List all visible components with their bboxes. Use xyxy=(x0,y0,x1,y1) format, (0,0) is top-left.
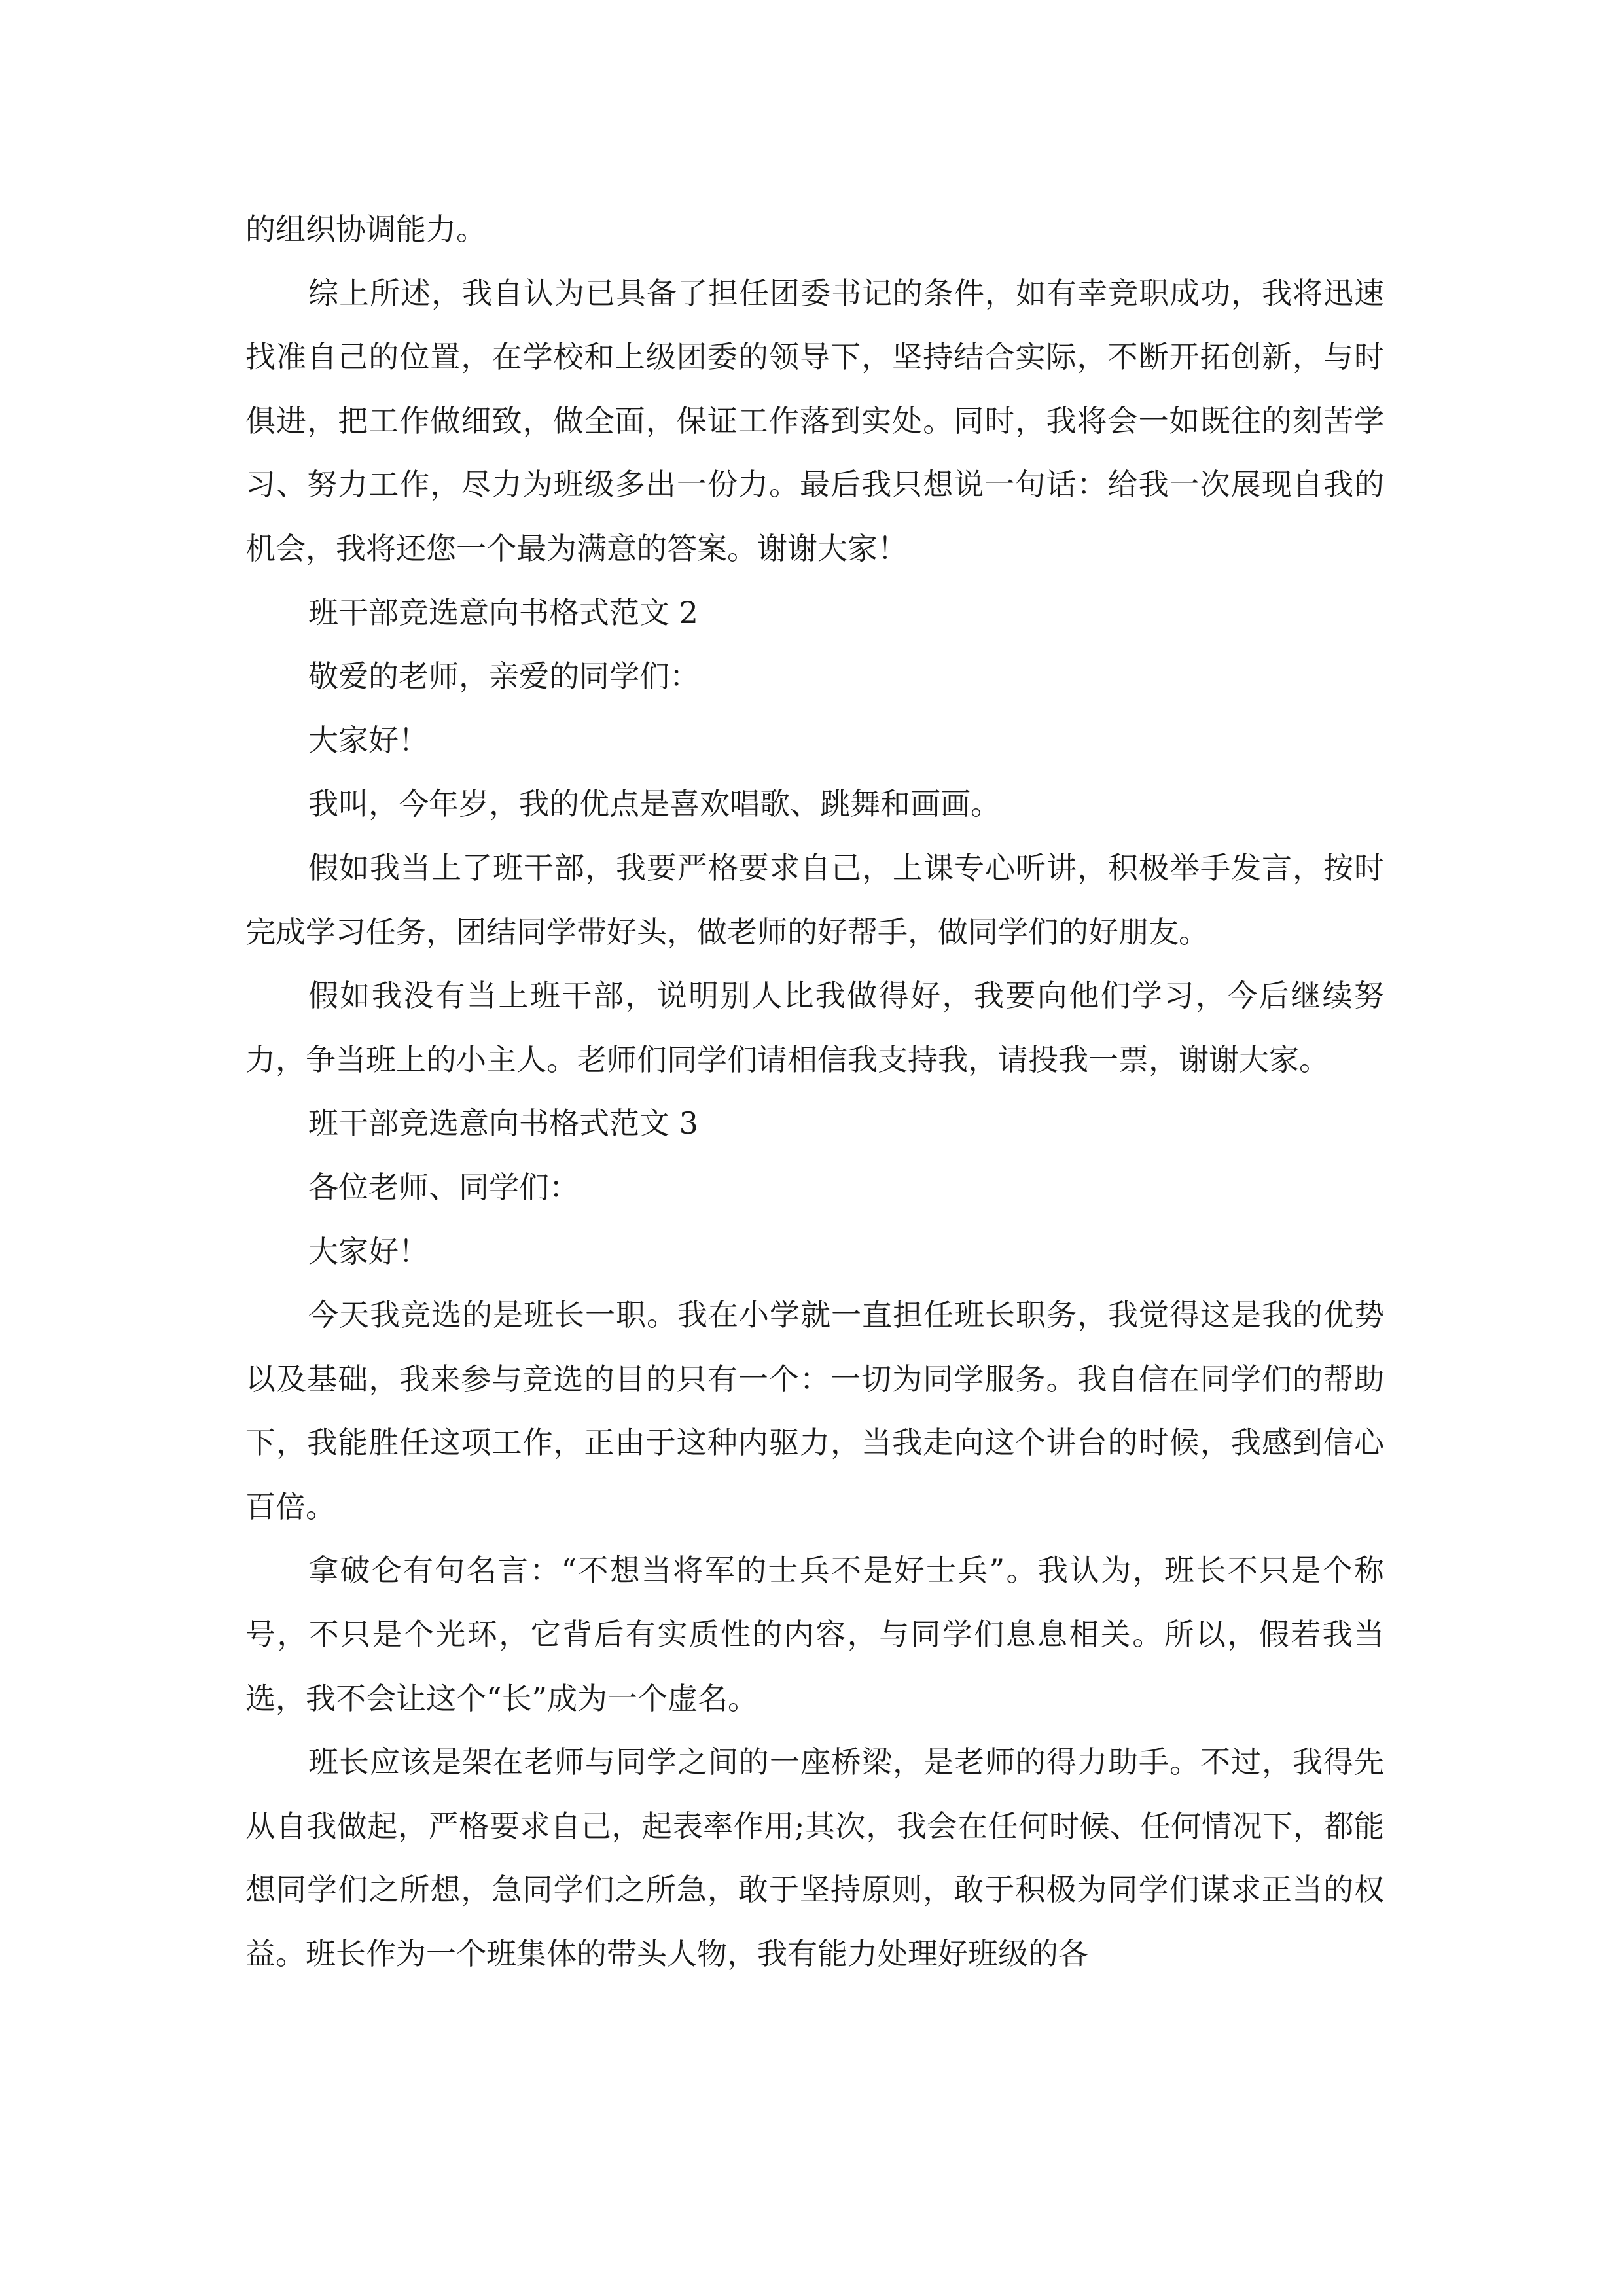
document-body xyxy=(245,198,1384,1986)
paragraph: 我叫，今年岁，我的优点是喜欢唱歌、跳舞和画画。 xyxy=(308,786,1001,822)
paragraph: 综上所述，我自认为已具备了担任团委书记的条件，如有幸竞职成功，我将迅速找准自己的位置，在学校和上级团委的领导下，坚持结合实际，不断开拓创新，与时俱进，把工作做细致，做全面，保证工作落到实处。同时，我将会一如既往的刻苦学习、努力工作，尽力为班级多出一份力。最后我只想说一句话：给我一次展现自我的机会，我将还您一个最为满意的答案。谢谢大家！ xyxy=(245,275,1384,566)
paragraph: 拿破仑有句名言：“不想当将军的士兵不是好士兵”。我认为，班长不只是个称号，不只是个光环，它背后有实质性的内容，与同学们息息相关。所以，假若我当选，我不会让这个“长”成为一个虚名。 xyxy=(245,1552,1384,1716)
paragraph: 班长应该是架在老师与同学之间的一座桥梁，是老师的得力助手。不过，我得先从自我做起，严格要求自己，起表率作用;其次，我会在任何时候、任何情况下，都能想同学们之所想，急同学们之所急，敢于坚持原则，敢于积极为同学们谋求正当的权益。班长作为一个班集体的带头人物，我有能力处理好班级的各 xyxy=(245,1744,1384,1972)
paragraph: 假如我没有当上班干部，说明别人比我做得好，我要向他们学习，今后继续努力，争当班上的小主人。老师们同学们请相信我支持我，请投我一票，谢谢大家。 xyxy=(245,978,1384,1077)
paragraph: 假如我当上了班干部，我要严格要求自己，上课专心听讲，积极举手发言，按时完成学习任务，团结同学带好头，做老师的好帮手，做同学们的好朋友。 xyxy=(245,850,1384,950)
salutation: 敬爱的老师，亲爱的同学们： xyxy=(308,658,700,694)
paragraph: 的组织协调能力。 xyxy=(245,211,486,247)
paragraph: 今天我竞选的是班长一职。我在小学就一直担任班长职务，我觉得这是我的优势以及基础，我来参与竞选的目的只有一个：一切为同学服务。我自信在同学们的帮助下，我能胜任这项工作，正由于这种内驱力，当我走向这个讲台的时候，我感到信心百倍。 xyxy=(245,1297,1384,1524)
salutation: 各位老师、同学们： xyxy=(308,1169,579,1205)
section-heading: 班干部竞选意向书格式范文 3 xyxy=(308,1105,698,1141)
greeting: 大家好！ xyxy=(308,1233,429,1269)
section-heading: 班干部竞选意向书格式范文 2 xyxy=(308,594,698,630)
greeting: 大家好！ xyxy=(308,722,429,758)
